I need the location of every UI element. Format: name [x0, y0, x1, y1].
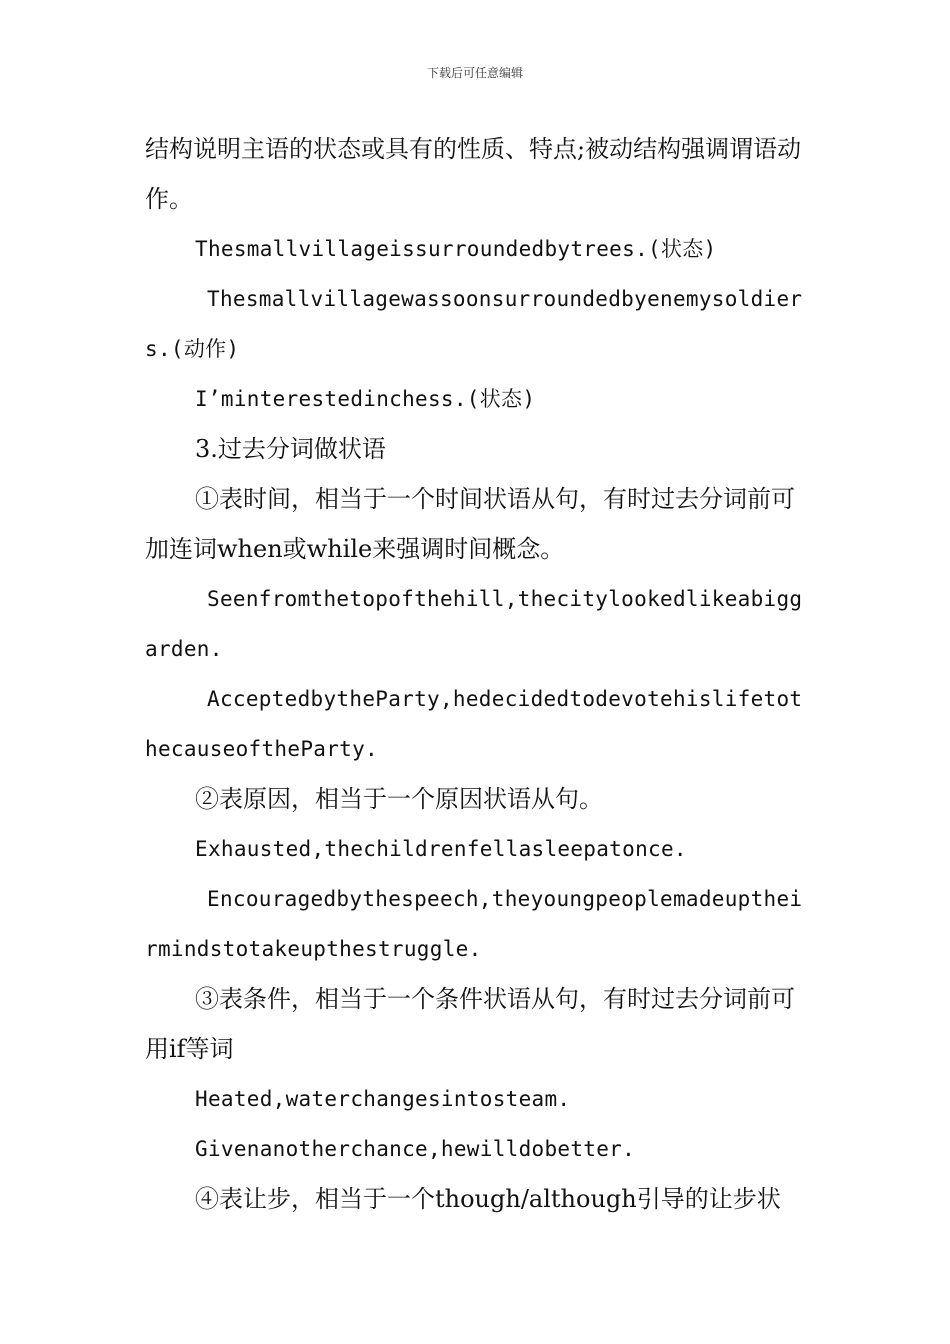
example-sentence: Exhausted,thechildrenfellasleepatonce.	[195, 837, 687, 861]
example-sentence: I’minterestedinchess.(状态)	[195, 387, 536, 411]
example-sentence: Heated,waterchangesintosteam.	[195, 1087, 571, 1111]
example-sentence: Encouragedbythespeech,theyoungpeoplemadeuptheirmindstotakeupthestruggle.	[145, 887, 803, 961]
page-header: 下载后可任意编辑	[426, 66, 523, 80]
paragraph-continuation: 结构说明主语的状态或具有的性质、特点;被动结构强调谓语动作。	[145, 135, 802, 213]
section-heading: 3.过去分词做状语	[195, 435, 386, 463]
rule-paragraph: ①表时间，相当于一个时间状语从句，有时过去分词前可加连词when或while来强调时间概念。	[145, 485, 795, 563]
example-sentence: Thesmallvillageissurroundedbytrees.(状态)	[195, 237, 717, 261]
example-sentence: Seenfromthetopofthehill,thecitylookedlikeabiggarden.	[145, 587, 803, 661]
example-sentence: Thesmallvillagewassoonsurroundedbyenemysoldiers.(动作)	[145, 287, 803, 361]
example-sentence: AcceptedbytheParty,hedecidedtodevotehislifetothecauseoftheParty.	[145, 687, 803, 761]
rule-paragraph: ③表条件，相当于一个条件状语从句，有时过去分词前可用if等词	[145, 985, 795, 1063]
example-sentence: Givenanotherchance,hewilldobetter.	[195, 1137, 636, 1161]
document-body	[145, 124, 810, 1224]
rule-paragraph: ④表让步，相当于一个though/although引导的让步状	[195, 1185, 781, 1213]
rule-paragraph: ②表原因，相当于一个原因状语从句。	[195, 785, 603, 813]
